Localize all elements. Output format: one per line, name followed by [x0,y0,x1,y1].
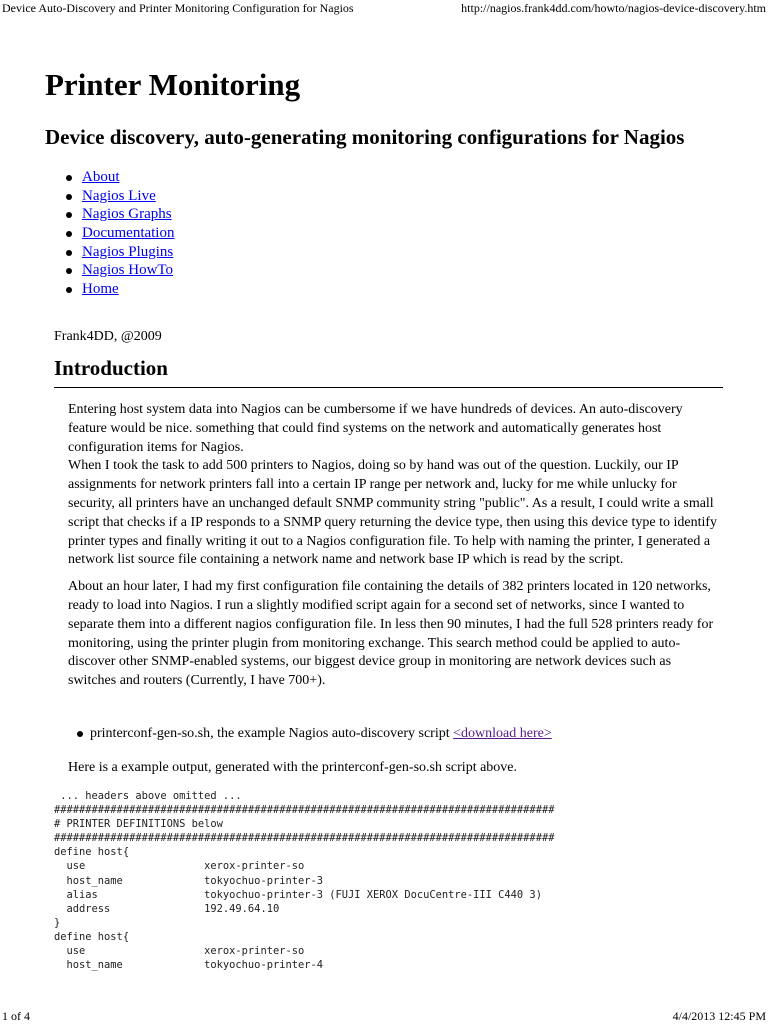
bullet-icon [66,212,72,218]
nav-link-about[interactable]: About [82,169,120,185]
print-header-title: Device Auto-Discovery and Printer Monitoring Configuration for Nagios [2,1,354,15]
print-footer-datetime: 4/4/2013 12:45 PM [672,1009,766,1023]
print-footer-page-number: 1 of 4 [2,1009,30,1023]
nav-link-nagios-live[interactable]: Nagios Live [82,187,156,204]
introduction-body [68,401,718,699]
nav-link-home[interactable]: Home [82,281,119,298]
author-credit: Frank4DD, @2009 [54,329,162,344]
bullet-icon [66,231,72,237]
nav-item-nagios-live [63,187,174,206]
nav-link-nagios-howto[interactable]: Nagios HowTo [82,262,174,279]
download-list-item [90,725,552,743]
output-intro-text: Here is a example output, generated with the printerconf-gen-so.sh script above. [68,760,518,775]
bullet-icon [66,268,72,274]
page-subtitle: Device discovery, auto-generating monitoring configurations for Nagios [45,125,685,149]
bullet-icon [66,194,72,200]
section-heading-introduction: Introduction [54,356,168,380]
intro-paragraph-1: Entering host system data into Nagios can be cumbersome if we have hundreds of devices. An auto-discovery feature would be nice. something that could find systems on the network and automatically generates host configuration items for Nagios. [68,402,683,455]
code-output-block: ... headers above omitted ... ################################################################################ # PRINTER DEFINITIONS below ################################################################################ define host{ use xerox-printer-so host_name tokyochuo-printer-3 alias tokyochuo-printer-3 (FUJI XEROX DocuCentre-III C440 3) address 192.49.64.10 } define host{ use xerox-printer-so host_name tokyochuo-printer-4 [54,790,555,972]
page-title: Printer Monitoring [45,67,301,102]
nav-item-home [63,280,174,299]
section-divider [54,387,723,388]
bullet-icon [66,287,72,293]
nav-item-nagios-plugins [63,243,174,262]
nav-link-documentation[interactable]: Documentation [82,225,175,242]
bullet-icon [66,250,72,256]
download-description: printerconf-gen-so.sh, the example Nagios auto-discovery script [90,726,454,741]
nav-link-nagios-graphs[interactable]: Nagios Graphs [82,206,172,223]
print-header-url: http://nagios.frank4dd.com/howto/nagios-device-discovery.htm [461,1,766,15]
download-link[interactable]: <download here> [453,726,552,741]
intro-paragraph-3: About an hour later, I had my first configuration file containing the details of 382 printers located in 120 networks, ready to load into Nagios. I run a slightly modified script again for a second set of networks, since I wanted to separate them into a different nagios configuration file. In less then 90 minutes, I had the full 528 printers ready for monitoring, using the printer plugin from monitoring exchange. This search method could be applied to auto-discover other SNMP-enabled systems, our biggest device group in monitoring are network devices such as switches and routers (Currently, I have 700+). [68,579,714,689]
intro-paragraph-2: When I took the task to add 500 printers to Nagios, doing so by hand was out of the question. Luckily, our IP assignments for network printers fall into a certain IP range per network and, lucky for me while unlucky for security, all printers have an unchanged default SNMP community string "public". As a result, I could write a small script that checks if a IP responds to a SNMP query returning the device type, then using this device type to identify printer types and finally writing it out to a Nagios configuration file. To help with naming the printer, I generated a network list source file containing a network name and network base IP which is read by the script. [68,458,718,568]
bullet-icon [66,175,72,181]
nav-item-nagios-graphs [63,205,174,224]
bullet-icon [77,731,83,737]
nav-item-about [63,168,174,187]
nav-item-documentation [63,224,174,243]
nav-link-nagios-plugins[interactable]: Nagios Plugins [82,243,174,260]
nav-item-nagios-howto [63,261,174,280]
nav-list [63,168,174,299]
